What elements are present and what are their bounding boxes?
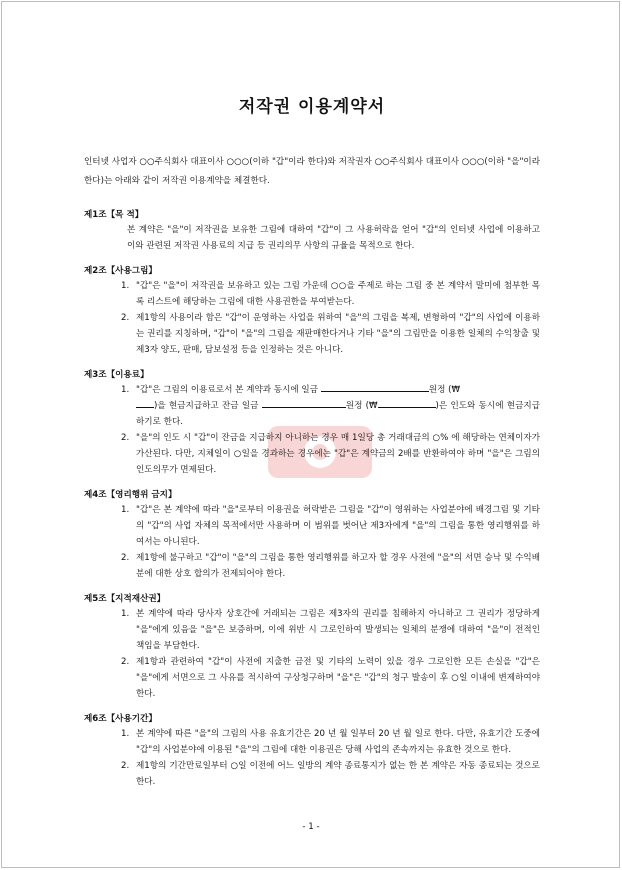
document-title: 저작권 이용계약서 [238, 97, 386, 117]
clause-item [121, 550, 540, 582]
clause-item [121, 430, 540, 478]
clause-text: "갑"은 그림의 이용료로서 본 계약과 동시에 일금 [136, 385, 319, 395]
intro-paragraph: 인터넷 사업자 ○○주식회사 대표이사 ○○○(이하 "갑"이라 한다)와 저작권자 ○○주식회사 대표이사 ○○○(이하 "을"이라 한다)는 아래와 같이 저작권 이용계약을 체결한다. [84, 157, 540, 186]
clause-text: 제1항과 관련하여 "갑"이 사전에 지출한 금전 및 기타의 노력이 있을 경우 그로인한 모든 손실을 "갑"은 "을"에게 서면으로 그 사유를 적시하여 구상청구하며 "을"은 "갑"의 청구 발송이 후 ○일 이내에 변제하여야 한다. [136, 657, 540, 699]
clause-item [121, 382, 540, 430]
clause-number: 1. [121, 505, 130, 515]
clause-item [121, 502, 540, 550]
amount-blank [321, 382, 429, 392]
clause-item [121, 758, 540, 790]
article-5 [84, 592, 540, 702]
clause-text: )은 인도와 동시에 현금지급하기로 한다. [136, 401, 541, 427]
clause-number: 1. [121, 281, 130, 291]
clause-number: 2. [121, 657, 130, 667]
page-number: - 1 - [302, 822, 320, 832]
clause-number: 2. [121, 433, 130, 443]
clause-number: 1. [121, 385, 130, 395]
clause-text: 본 계약에 따라 당사자 상호간에 거래되는 그림은 제3자의 권리를 침해하지 아니하고 그 권리가 정당하게 "을"에게 있음을 "을"은 보증하며, 이에 위반 시 그로인하여 발생되는 일체의 분쟁에 대하여 "을"이 전적인 책임을 부담한다. [136, 609, 540, 651]
clause-item [121, 726, 540, 758]
article-4 [84, 488, 540, 582]
clause-number: 2. [121, 553, 130, 563]
clause-text: 제1항의 기간만료일부터 ○일 이전에 어느 일방의 계약 종료통지가 없는 한 본 계약은 자동 종료되는 것으로 한다. [136, 761, 540, 787]
clause-number: 1. [121, 729, 130, 739]
clause-text: "갑"은 "을"이 저작권을 보유하고 있는 그림 가운데 ○○을 주제로 하는 그림 중 본 계약서 말미에 첨부한 목록 리스트에 해당하는 그림에 대한 사용권한을 부여받는다. [136, 281, 540, 307]
article-heading: 제4조【영리행위 금지】 [84, 490, 177, 500]
clause-text: )을 현금지급하고 잔금 일금 [154, 401, 259, 411]
clause-number: 2. [121, 313, 130, 323]
clause-text: 본 계약에 따른 "을"의 그림의 사용 유효기간은 20 년 월 일부터 20 년 월 일로 한다. 다만, 유효기간 도중에 "갑"의 사업분야에 이용된 "을"의 그림에 대한 이용권은 당해 사업의 존속까지는 유효한 것으로 한다. [136, 729, 540, 755]
article-heading: 제2조【사용그림】 [84, 266, 157, 276]
clause-text: 제1항에 불구하고 "갑"이 "을"의 그림을 통한 영리행위를 하고자 할 경우 사전에 "을"의 서면 승낙 및 수익배분에 대한 상호 합의가 전제되어야 한다. [136, 553, 540, 579]
document-body [84, 92, 540, 790]
amount-blank [378, 398, 436, 408]
amount-blank [136, 398, 154, 408]
clause-number: 1. [121, 609, 130, 619]
clause-text: 원정 (₩ [428, 385, 460, 395]
article-heading: 제5조【지적재산권】 [84, 594, 166, 604]
article-heading: 제1조【목 적】 [84, 210, 144, 220]
article-2 [84, 264, 540, 358]
article-heading: 제3조【이용료】 [84, 370, 149, 380]
article-text: 본 계약은 "을"이 저작권을 보유한 그림에 대하여 "갑"이 그 사용허락을 얻어 "갑"의 인터넷 사업에 이용하고 이와 관련된 저작권 사용료의 지급 등 권리의무 사항의 규율을 목적으로 한다. [127, 225, 540, 251]
article-6 [84, 712, 540, 790]
clause-text: 원정 (₩ [345, 401, 378, 411]
clause-item [121, 278, 540, 310]
clause-item [121, 310, 540, 358]
amount-blank [262, 398, 346, 408]
article-heading: 제6조【사용기간】 [84, 714, 157, 724]
clause-text: "갑"은 본 계약에 따라 "을"로부터 이용권을 허락받은 그림을 "갑"이 영위하는 사업분야에 배경그림 및 기타의 "갑"의 사업 자체의 목적에서만 사용하며 이 범위를 벗어난 제3자에게 "을"의 그림을 통한 영리행위를 하여서는 아니된다. [136, 505, 540, 547]
clause-number: 2. [121, 761, 130, 771]
clause-item [121, 606, 540, 654]
clause-item [121, 654, 540, 702]
clause-text: 제1항의 사용이라 함은 "갑"이 운영하는 사업을 위하여 "을"의 그림을 복제, 변형하여 "갑"의 사업에 이용하는 권리를 지칭하며, "갑"이 "을"의 그림을 재판매한다거나 기타 "을"의 그림만을 이용한 일체의 수익창출 및 제3자 양도, 판매, 담보설정 등을 인정하는 것은 아니다. [136, 313, 540, 355]
clause-text: "을"의 인도 시 "갑"이 잔금을 지급하지 아니하는 경우 매 1일당 총 거래대금의 ○% 에 해당하는 연체이자가 가산된다. 다만, 지체일이 ○일을 경과하는 경우에는 "갑"은 계약금의 2배를 반환하여야 하며 "을"은 그림의 인도의무가 면제된다. [136, 433, 540, 475]
article-1 [84, 208, 540, 254]
article-3 [84, 368, 540, 478]
